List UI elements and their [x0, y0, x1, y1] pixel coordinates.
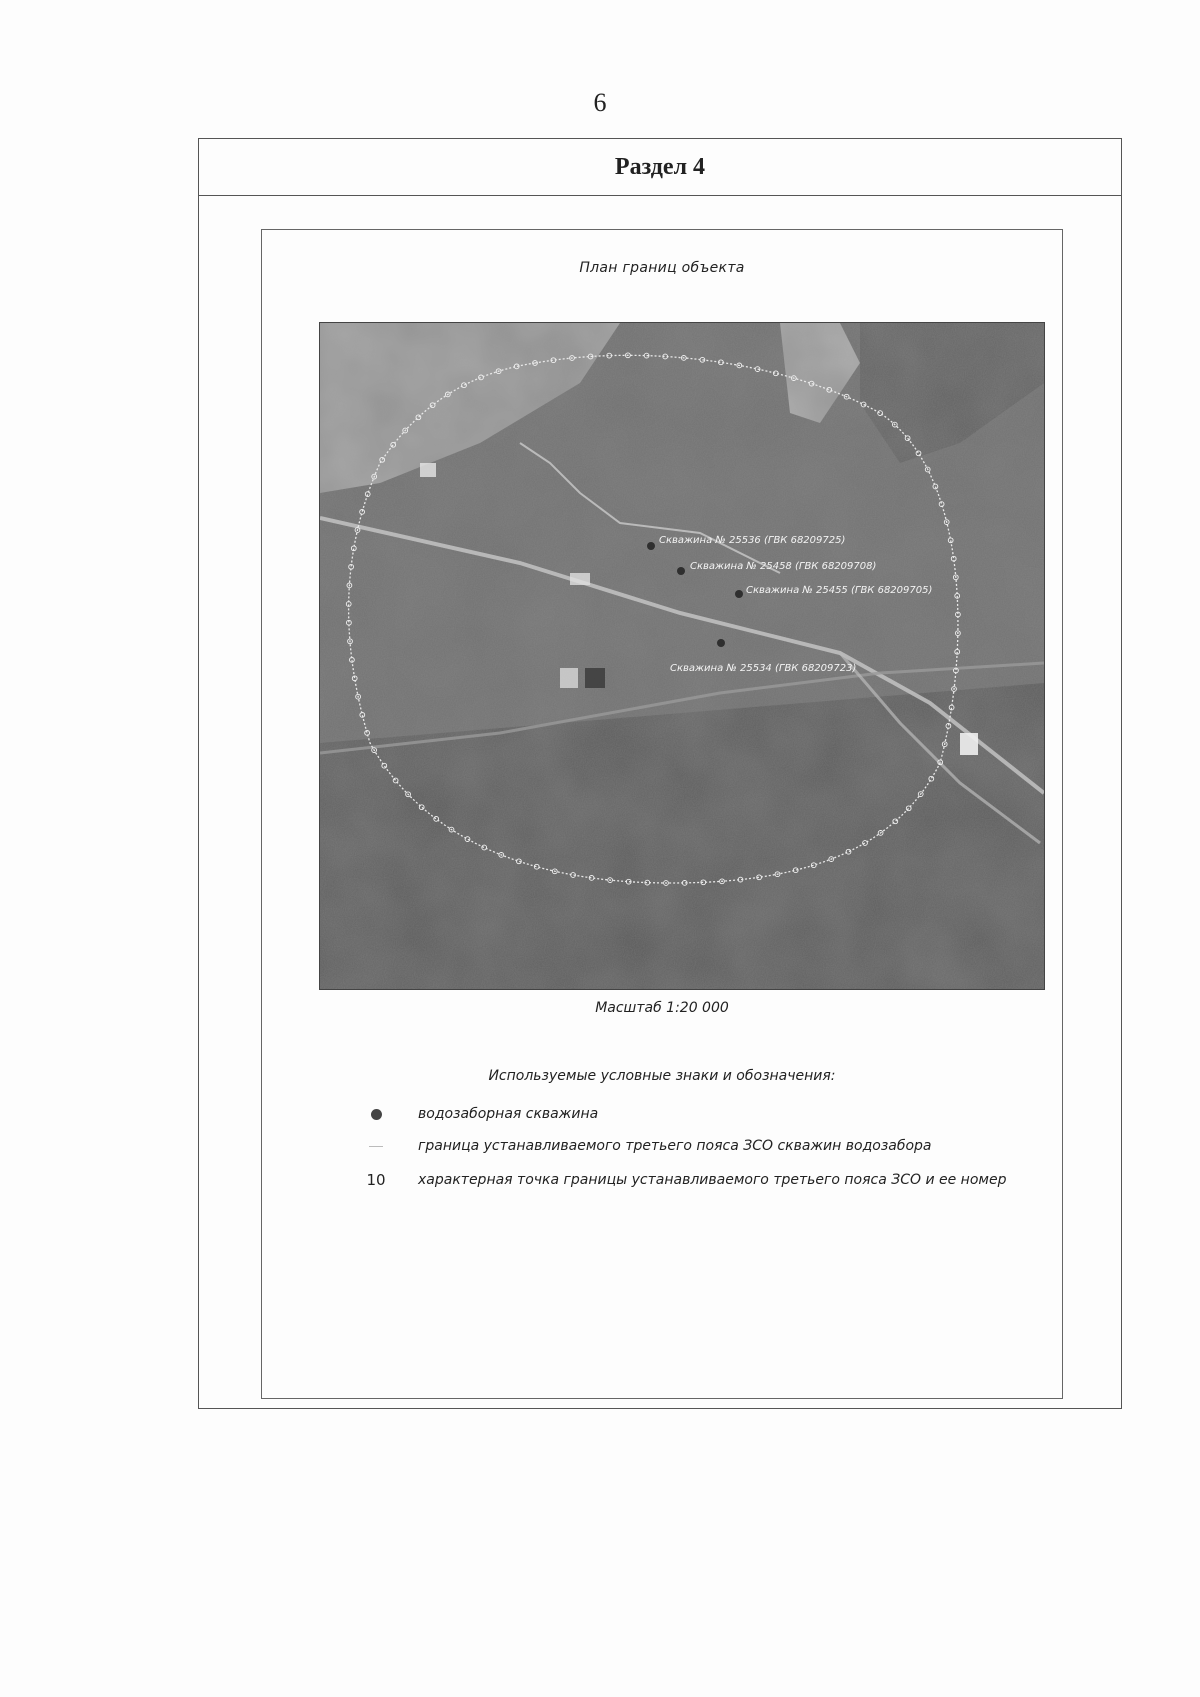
- plan-title: План границ объекта: [579, 260, 745, 276]
- boundary-line-icon: [354, 1146, 398, 1147]
- legend-text: характерная точка границы устанавливаемого третьего пояса ЗСО и ее номер: [418, 1172, 1007, 1188]
- legend-item-well: [354, 1103, 598, 1125]
- map-scale: Масштаб 1:20 000: [595, 1000, 729, 1016]
- section-title: Раздел 4: [199, 139, 1121, 196]
- legend-item-boundary: [354, 1135, 932, 1157]
- map-label-well-1: Скважина № 25536 (ГВК 68209725): [659, 535, 846, 546]
- point-number-symbol: 10: [366, 1171, 386, 1189]
- map-label-well-2: Скважина № 25458 (ГВК 68209708): [690, 561, 877, 572]
- map-label-well-4: Скважина № 25534 (ГВК 68209723): [670, 663, 857, 674]
- legend-text: водозаборная скважина: [418, 1106, 599, 1122]
- plan-frame: [261, 229, 1063, 1399]
- legend-title: Используемые условные знаки и обозначения:: [488, 1068, 836, 1084]
- legend-text: граница устанавливаемого третьего пояса ЗСО скважин водозабора: [418, 1138, 932, 1154]
- well-dot-icon: [354, 1109, 398, 1120]
- map-label-well-3: Скважина № 25455 (ГВК 68209705): [746, 585, 933, 596]
- legend-item-point: [354, 1169, 1006, 1191]
- page-number: 6: [593, 88, 607, 117]
- aerial-map-image: [319, 322, 1045, 990]
- section-frame: [198, 138, 1122, 1409]
